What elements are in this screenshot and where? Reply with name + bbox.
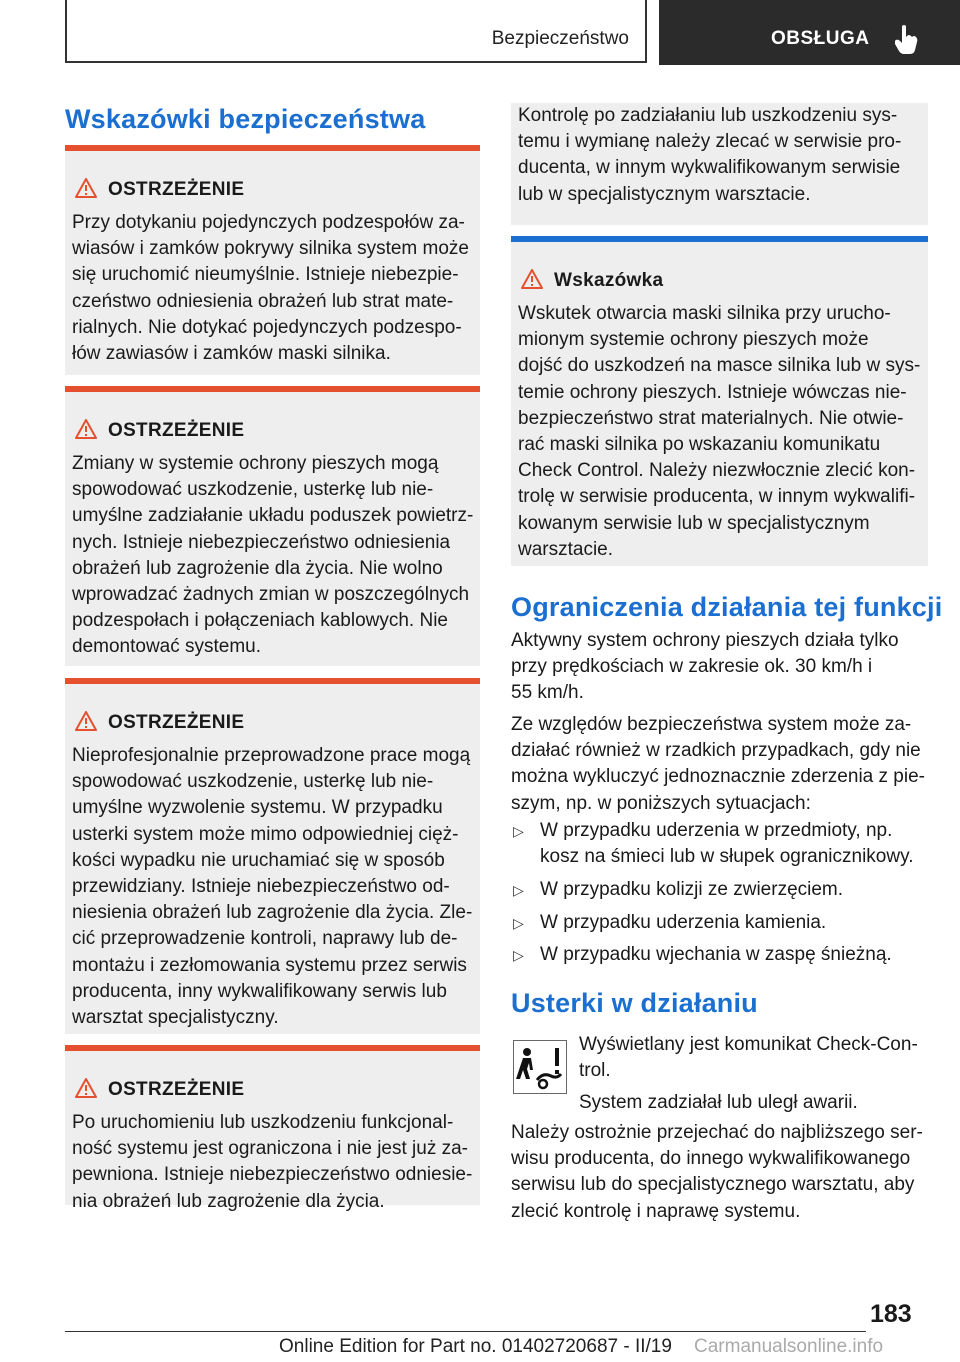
footer-edition-text: Online Edition for Part no. 01402720687 - II/19 — [279, 1336, 672, 1357]
pedestrian-warning-indicator-icon — [513, 1040, 567, 1094]
situations-list — [511, 818, 928, 975]
warning-text: Nieprofesjonalnie przeprowadzone prace mogą spowodować uszkodzenie, usterkę lub nie- umyślne wyzwolenie systemu. W przypadku usterki system może mimo odpowiedniej cięż- kości wypadku nie uruchamiać się w sposób przewidziany. Istnieje niebezpieczeństwo od- niesienia obrażeń lub zagrożenie dla życia. Zle- cić przeprowadzenie kontroli, naprawy lub de- montażu i zezłomowania systemu przez serwis producenta, inny wykwalifikowany serwis lub warsztat specjalistyczny. — [72, 745, 473, 1029]
warning-continued-box — [511, 103, 928, 225]
faults-paragraph: Należy ostrożnie przejechać do najbliższego ser- wisu producenta, do innego wykwalifikowanego serwisu lub do specjalistycznego warsztatu, aby zlecić kontrolę i naprawę systemu. — [511, 1122, 923, 1222]
list-item: ▷ W przypadku wjechania w zaspę śnieżną. — [511, 942, 928, 968]
section-title-limits: Ograniczenia działania tej funkcji — [511, 592, 943, 622]
warning-box-4 — [65, 1045, 480, 1212]
triangle-bullet-icon: ▷ — [513, 823, 524, 839]
faults-indicator-text: Wyświetlany jest komunikat Check-Con- trol. — [579, 1034, 918, 1082]
list-item: ▷ W przypadku uderzenia w przedmioty, np. kosz na śmieci lub w słupek ogranicznikowy. — [513, 820, 914, 868]
warning-heading: OSTRZEŻENIE — [108, 712, 245, 733]
list-item: ▷ W przypadku uderzenia kamienia. — [511, 910, 928, 936]
header-chapter-title: OBSŁUGA — [771, 28, 870, 49]
hand-pointer-icon — [895, 24, 919, 54]
note-heading: Wskazówka — [554, 270, 664, 291]
warning-continued-text: Kontrolę po zadziałaniu lub uszkodzeniu sys- temu i wymianę należy zlecać w serwisie pro- ducenta, w innym wykwalifikowanym serwisie lub w specjalistycznym warsztacie. — [518, 105, 902, 205]
triangle-bullet-icon: ▷ — [513, 881, 524, 898]
limits-paragraph-2: Ze względów bezpieczeństwa system może za- działać również w rzadkich przypadkach, gdy nie można wykluczyć jednoznacznie zderzenia z pie- szym, np. w poniższych sytuacjach: — [511, 714, 925, 814]
warning-triangle-icon — [75, 711, 97, 731]
note-box — [511, 236, 928, 566]
triangle-bullet-icon: ▷ — [513, 947, 524, 964]
warning-text: Przy dotykaniu pojedynczych podzespołów za- wiasów i zamków pokrywy silnika system może się uruchomić nieumyślnie. Istnieje niebezpie- czeństwo odniesienia obrażeń lub strat mate- rialnych. Nie dotykać pojedynczych podzespo- łów zawiasów i zamków maski silnika. — [72, 212, 469, 365]
warning-box-3 — [65, 678, 480, 1034]
warning-text: Zmiany w systemie ochrony pieszych mogą spowodować uszkodzenie, usterkę lub nie- umyślne zadziałanie układu poduszek powietrz- nych. Istnieje niebezpieczeństwo odniesienia obrażeń lub zagrożenie dla życia. Nie wolno wprowadzać żadnych zmian w poszczególnych podzespołach i połączeniach kablowych. Nie demontować systemu. — [72, 453, 474, 658]
section-title-faults: Usterki w działaniu — [511, 988, 758, 1018]
note-text: Wskutek otwarcia maski silnika przy urucho- mionym systemie ochrony pieszych może dojść do uszkodzeń na masce silnika lub w sys- temie ochrony pieszych. Istnieje wówczas nie- bezpieczeństwo strat materialnych. Nie otwie- rać maski silnika po wskazaniu komunikatu Check Control. Należy niezwłocznie zlecić kon- trolę w serwisie producenta, w innym wykwalifi- kowanym serwisie lub w specjalistycznym warsztacie. — [518, 303, 921, 560]
warning-triangle-icon — [75, 1078, 97, 1098]
faults-status-text: System zadziałał lub uległ awarii. — [579, 1092, 858, 1113]
header-section-title: Bezpieczeństwo — [491, 28, 629, 49]
warning-triangle-icon — [75, 419, 97, 439]
footer-divider — [65, 1331, 866, 1332]
list-item: ▷ W przypadku kolizji ze zwierzęciem. — [511, 877, 928, 903]
header-chapter-tab — [659, 0, 960, 65]
warning-text: Po uruchomieniu lub uszkodzeniu funkcjonal- ność systemu jest ograniczona i nie jest już za- pewniona. Istnieje niebezpieczeństwo odniesie- nia obrażeń lub zagrożenie dla życia. — [72, 1112, 473, 1212]
footer-watermark: Carmanualsonline.info — [694, 1336, 884, 1357]
warning-box-1 — [65, 145, 480, 375]
section-title-safety: Wskazówki bezpieczeństwa — [65, 104, 426, 134]
warning-box-2 — [65, 386, 480, 666]
page-number: 183 — [870, 1300, 912, 1328]
header-section-tab — [65, 0, 647, 63]
warning-triangle-icon — [75, 178, 97, 198]
triangle-bullet-icon: ▷ — [513, 914, 524, 931]
warning-heading: OSTRZEŻENIE — [108, 420, 245, 441]
warning-heading: OSTRZEŻENIE — [108, 179, 245, 200]
warning-triangle-icon — [521, 269, 543, 289]
limits-paragraph-1: Aktywny system ochrony pieszych działa tylko przy prędkościach w zakresie ok. 30 km/h i 55 km/h. — [511, 630, 899, 704]
warning-heading: OSTRZEŻENIE — [108, 1079, 245, 1100]
